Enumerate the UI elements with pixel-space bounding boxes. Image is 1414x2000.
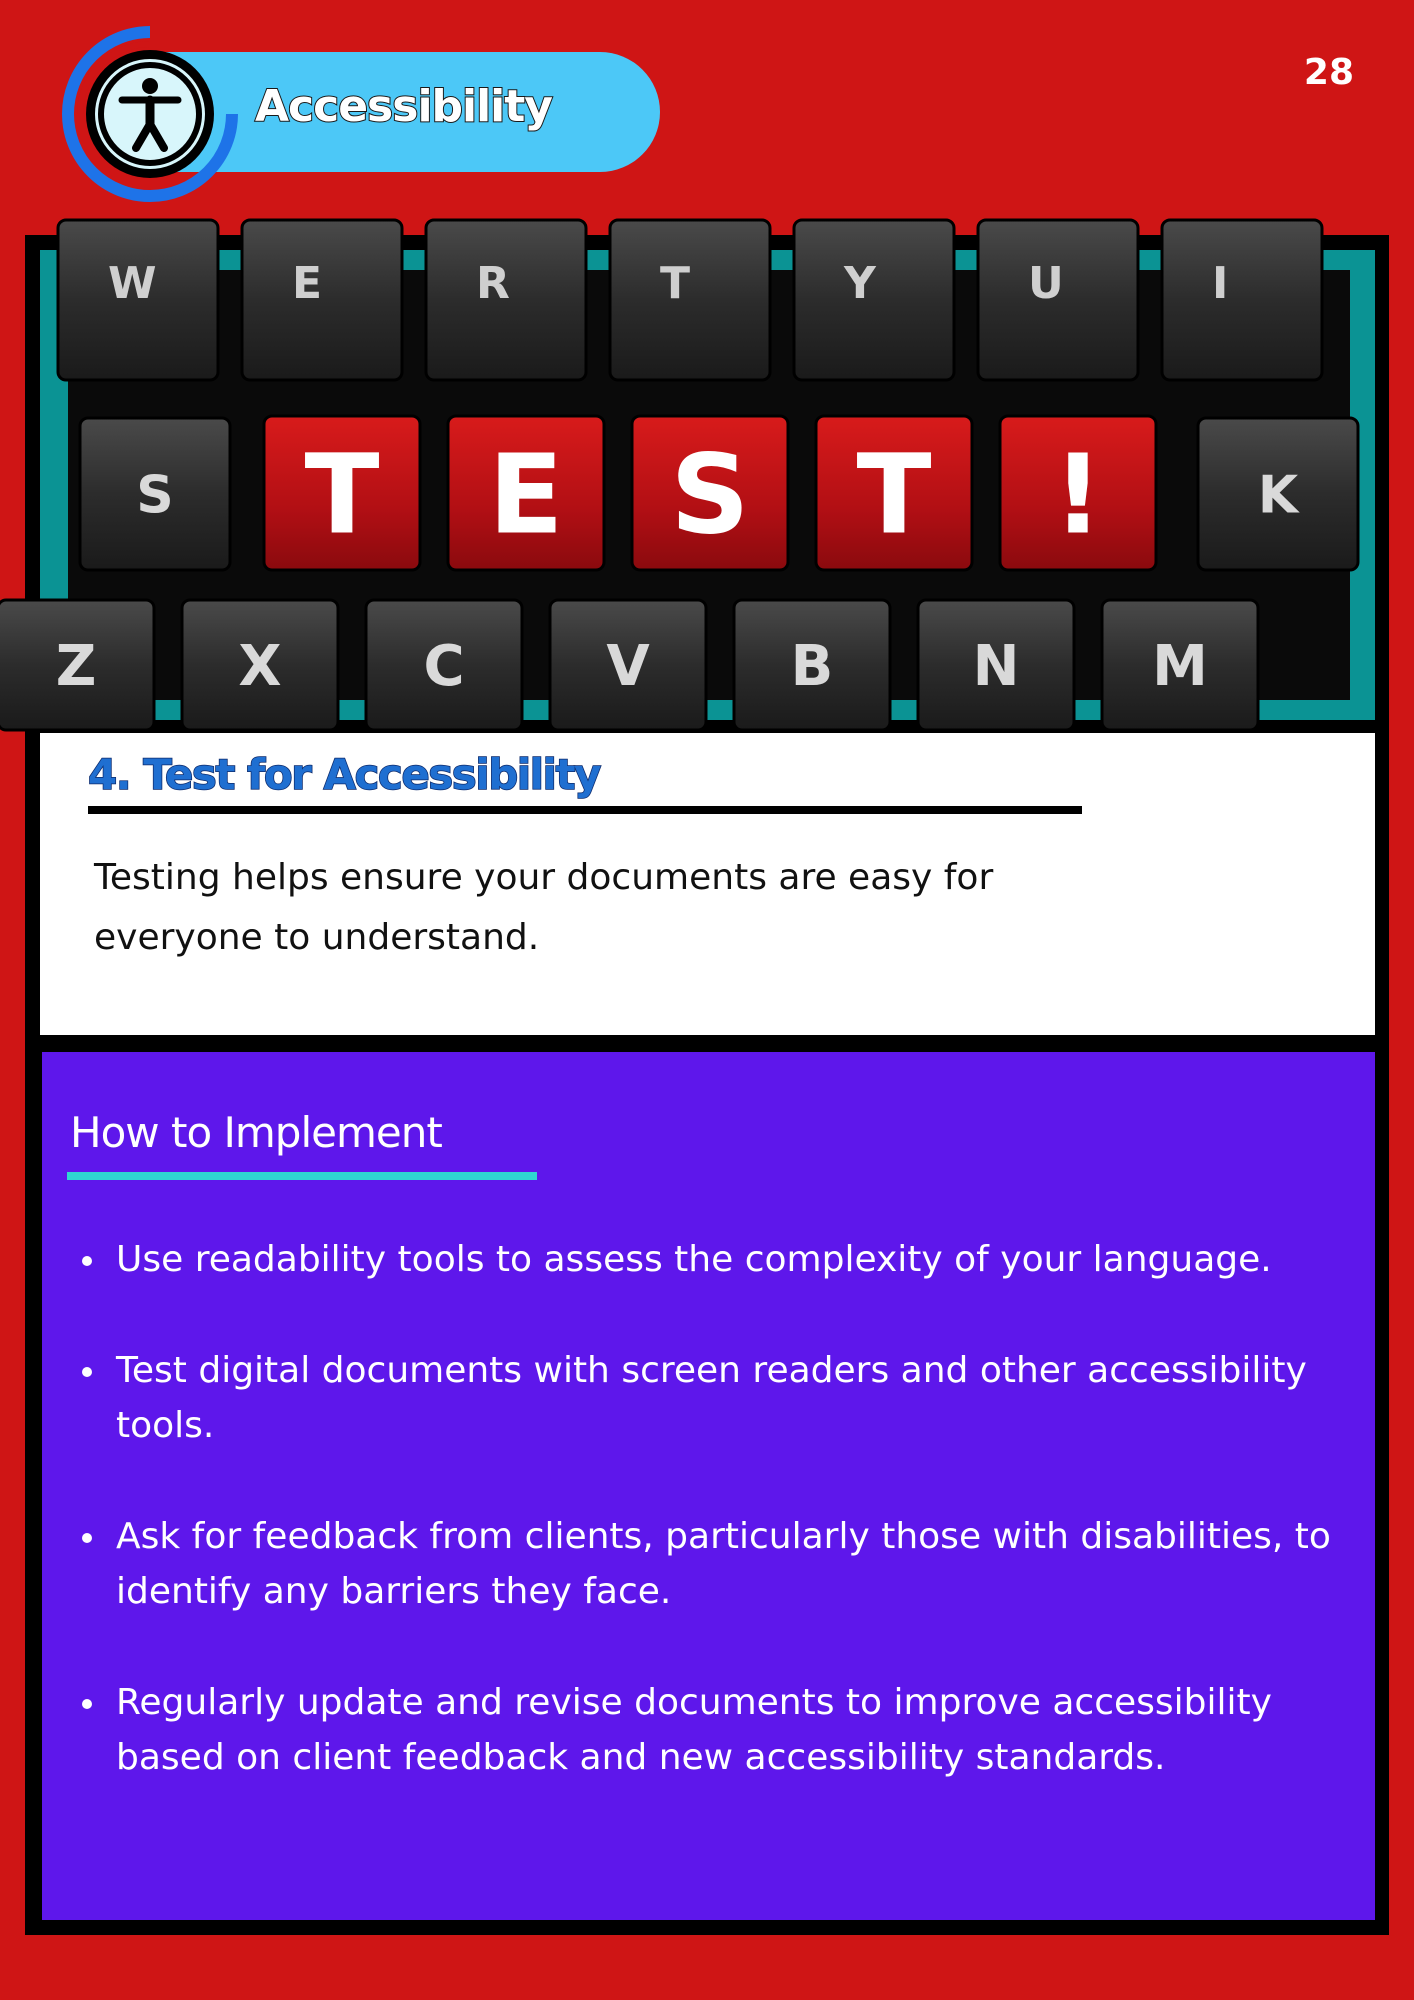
list-item-text: Regularly update and revise documents to improve accessibility based on client feedback and new accessibility standards. — [116, 1682, 1272, 1778]
bullet-icon — [82, 1367, 92, 1377]
bullet-icon — [82, 1533, 92, 1543]
test-key — [632, 416, 788, 570]
key-label: T — [304, 430, 380, 559]
list-item — [68, 1509, 1338, 1619]
keyboard-key — [918, 600, 1074, 730]
implement-divider — [67, 1172, 537, 1180]
test-key — [448, 416, 604, 570]
key-label: S — [136, 465, 174, 526]
key-label: Y — [844, 258, 876, 309]
list-item — [68, 1675, 1338, 1785]
keyboard-photo — [55, 258, 1350, 700]
keyboard-key — [1162, 220, 1322, 380]
list-item — [68, 1232, 1338, 1287]
list-item — [68, 1343, 1338, 1453]
test-key — [264, 416, 420, 570]
section-divider — [88, 806, 1082, 814]
key-label: T — [856, 430, 932, 559]
key-label: ! — [1052, 430, 1104, 559]
implement-heading: How to Implement — [70, 1108, 442, 1157]
page-section-title: Accessibility — [255, 81, 552, 132]
keyboard-key — [734, 600, 890, 730]
key-label: R — [476, 258, 510, 309]
key-label: C — [423, 634, 465, 700]
key-label: W — [108, 258, 157, 309]
test-key — [816, 416, 972, 570]
list-item-text: Use readability tools to assess the complexity of your language. — [116, 1239, 1272, 1280]
key-label: V — [606, 634, 650, 700]
key-label: Z — [55, 634, 97, 700]
bullet-icon — [82, 1256, 92, 1266]
keyboard-key — [1102, 600, 1258, 730]
keyboard-key — [550, 600, 706, 730]
key-label: N — [972, 634, 1020, 700]
list-item-text: Test digital documents with screen readers and other accessibility tools. — [116, 1350, 1307, 1446]
section-body-text: Testing helps ensure your documents are easy for everyone to understand. — [94, 857, 994, 958]
keyboard-image — [55, 258, 1350, 700]
section-heading: 4. Test for Accessibility — [88, 750, 600, 799]
list-item-text: Ask for feedback from clients, particularly those with disabilities, to identify any barriers they face. — [116, 1516, 1331, 1612]
key-label: X — [238, 634, 282, 700]
key-label: U — [1028, 258, 1064, 309]
page-number: 28 — [1303, 52, 1354, 93]
test-key — [1000, 416, 1156, 570]
accessibility-badge-icon — [60, 24, 240, 204]
key-label: T — [660, 258, 691, 309]
key-label: B — [790, 634, 834, 700]
key-label: K — [1257, 465, 1299, 526]
key-label: I — [1212, 258, 1229, 309]
implement-list — [68, 1232, 1338, 1841]
keyboard-key — [366, 600, 522, 730]
key-label: S — [670, 430, 750, 559]
keyboard-key — [182, 600, 338, 730]
bullet-icon — [82, 1699, 92, 1709]
keyboard-key — [0, 600, 154, 730]
keyboard-key — [80, 418, 230, 570]
key-label: M — [1152, 634, 1208, 700]
keyboard-key — [1198, 418, 1358, 570]
key-label: E — [292, 258, 323, 309]
key-label: E — [488, 430, 564, 559]
